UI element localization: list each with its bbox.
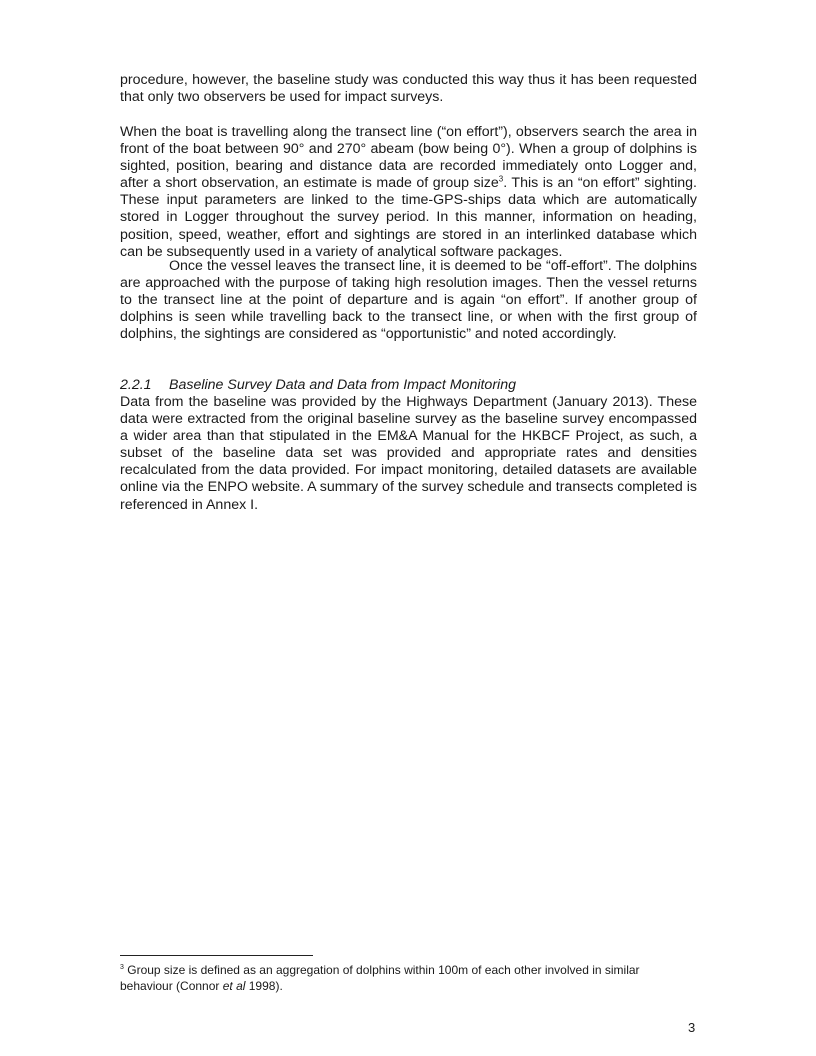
section-number: 2.2.1	[120, 377, 152, 393]
footnote-divider	[120, 955, 313, 956]
paragraph-off-effort: Once the vessel leaves the transect line, it is deemed to be “off-effort”. The dolphins are approached with the purpose of taking high resolution images. Then the vessel returns to the transect line at the point of departure and is again “on effort”. If another group of dolphins is seen while travelling back to the transect line, or when with the first group of dolphins, the sightings are considered as “opportunistic” and noted accordingly.	[120, 258, 697, 343]
footnote-italic: et al	[222, 979, 246, 993]
footnote-text-end: 1998).	[245, 979, 283, 993]
footnote-reference: 3	[498, 174, 504, 184]
paragraph-text: When the boat is travelling along the transect line (“on effort”), observers search the area in front of the boat between 90° and 270° abeam (bow being 0°). When a group of dolphins is sighted, position, bearing and distance data are recorded immediately onto Logger and, after a short observation, an estimate is made of group size	[120, 124, 697, 192]
section-heading	[120, 377, 516, 393]
paragraph-on-effort	[120, 124, 697, 261]
section-body: Data from the baseline was provided by the Highways Department (January 2013). These data were extracted from the original baseline survey as the baseline survey encompassed a wider area than that stipulated in the EM&A Manual for the HKBCF Project, as such, a subset of the baseline data set was provided and appropriate rates and densities recalculated from the data provided. For impact monitoring, detailed datasets are available online via the ENPO website. A summary of the survey schedule and transects completed is referenced in Annex I.	[120, 394, 697, 513]
footnote-text: Group size is defined as an aggregation of dolphins within 100m of each other involved in similar behaviour (Connor	[120, 963, 640, 993]
paragraph-continuation: procedure, however, the baseline study was conducted this way thus it has been requested that only two observers be used for impact surveys.	[120, 72, 697, 106]
footnote	[120, 962, 680, 994]
footnote-marker: 3	[120, 964, 124, 971]
page-number: 3	[688, 1020, 696, 1035]
section-title: Baseline Survey Data and Data from Impact Monitoring	[169, 377, 516, 393]
paragraph-text: . This is an “on effort” sighting. These input parameters are linked to the time-GPS-ships data which are automatically stored in Logger throughout the survey period. In this manner, information on heading, position, speed, weather, effort and sightings are stored in an interlinked database which can be subsequently used in a variety of analytical software packages.	[120, 175, 698, 260]
